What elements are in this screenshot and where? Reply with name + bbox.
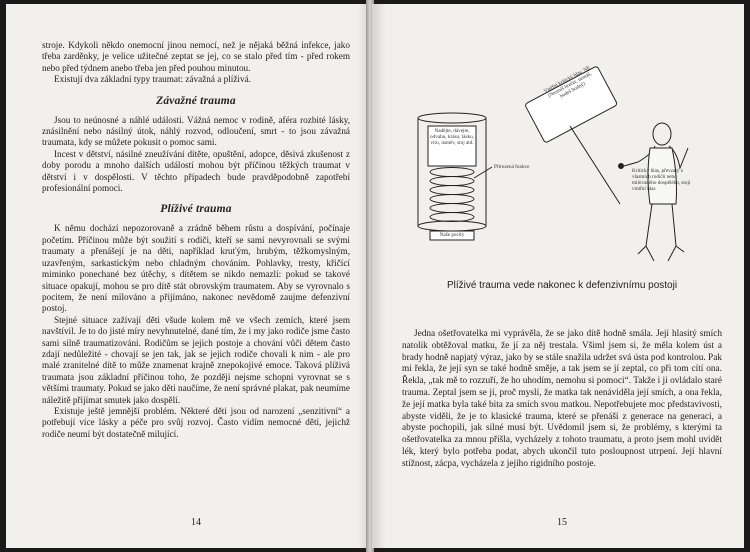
- paragraph: K němu dochází nepozorovaně a zrádně během růstu a dospívání, počínaje početím. Příčinou může být soužití s rodiči, kteří se sami nevyrovnali se svými traumaty a přenášejí je na děti, například kruťým, hrubým, těžkomyslným, uzavřeným, sarkastickým nebo chladným chováním. Pohlavky, tresty, křičící miminko ponechané bez útěchy, s dítětem se nikdo nemazlí: pokud se takové situace opakují, mohou se pro dítě stát obrovským traumatem. Aby se vyrovnalo s pocitem, že není milováno a přijímáno, nakonec nevědomě zaujme defenzivní postoj.: [42, 223, 350, 314]
- page-number: 14: [191, 517, 201, 528]
- paragraph: Incest v dětství, násilné zneužívání dítěte, opuštění, adopce, děsivá zkušenost z doby porodu a mnoho dalších událostí mohou být příčinou těžkých traumat v dětství i v dospělosti. V těchto případech bude pravděpodobně zapotřebí profesionální pomoci.: [42, 148, 350, 194]
- left-page: [6, 4, 368, 548]
- illustration: [402, 56, 722, 276]
- right-page: [372, 4, 744, 548]
- base-label: Naše pocity: [439, 232, 465, 238]
- body-text: [402, 329, 722, 471]
- paragraph: Stejné situace zažívají děti všude kolem mě ve všech zemích, které jsem navštívil. Je to do jisté míry nevyhnutelné, dané tím, že i my jako rodiče jsme často sami silně traumatizováni. Rodičům se jejich postoje a chování vůči dětem často zdají nedůležité - chovají se jen tak, jak se jejich rodiče chovali k nim - ale pro malé zranitelné dítě to může znamenat krajně znepokojivé emoce. Taková plíživá traumata jsou základní příčinou toho, že později nejsme schopni vyrovnat se s většími traumaty. Pokud se jako děti naučíme, že není správné plakat, pak neumíme náležitě přijímat smutek jako dospělí.: [42, 314, 350, 405]
- critic-label: Kritický hlas, převzatý z vlastních rodičů nebo milovaného dospělého, stojí vnitřní hlas: [632, 168, 691, 192]
- box-label: Nadějte, dávejte, odvahu, krásu, lásku, víru, úsměv, stoj atd.: [430, 128, 474, 146]
- section-heading: Plíživé trauma: [160, 203, 232, 216]
- figure-caption: Plíživé trauma vede nakonec k defenzivnímu postoji: [446, 280, 678, 291]
- page-shadow: [372, 4, 386, 548]
- page-number: 15: [557, 517, 567, 528]
- spring-label: Přirozená funkce: [494, 164, 530, 170]
- paragraph: stroje. Kdykoli někdo onemocní jinou nemocí, než je nějaká běžná infekce, jako třeba zarděnky, je velice užitečné zeptat se jej, co se stalo před tím - před rokem nebo před týdnem anebo třeba jen před pouhou minutou.: [42, 40, 350, 73]
- sign-label: Vnitřní kritický hlas: NE (Nesmíš brečet, nemáš, budeš hodný): [542, 64, 593, 100]
- paragraph: Jedna ošetřovatelka mi vyprávěla, že se jako dítě hodně smála. Její hlasitý smích natolik obtěžoval matku, že jí za něj trestala. Všiml jsem si, že měla kolem úst a brady hodně napjatý výraz, jako by se stále snažila udržet svá ústa pod kontrolou. Pak mi řekla, že její syn se také hodně směje, a tak jsem se jí zeptal, co při tom cítí ona. Řekla, „tak mě to rozzuří, že ho uhodím, nemohu si pomoci“. Takže i ji ovládalo staré trauma. Zeptal jsem se jí, proč myslí, že matka tak nenáviděla její smích, a ona řekla, že její matka byla také bita za smích svou matkou. Nepotřebujete moc představivosti, abyste viděli, že je to klasické trauma, které se přenáší z generace na generaci, a abyste pochopili, jak silné musí být. Uvědomil jsem si, že problémy, s kterými ta ošetřovatelka za mnou přišla, vycházely z tohoto traumatu, a proto jsem mohl uvidět lék, který bylo potřeba podat, abych ukončil tuto posloupnost utrpení. Její hlavní stížnost, zácpa, vycházela z jejího rigidního postoje.: [402, 329, 722, 469]
- paragraph: Existuje ještě jemnější problém. Některé děti jsou od narození „senzitivní“ a potřebují více lásky a péče pro svůj rozvoj. Často vidím nemocné děti, jejichž rodiče neumí být dostatečně milující.: [42, 405, 350, 439]
- section-heading: Závažné trauma: [156, 94, 236, 107]
- paragraph: Jsou to neúnosné a náhlé události. Vážná nemoc v rodině, aféra rozbité lásky, znásilnění nebo násilný útok, náhlý rozvod, odloučení, smrt - to jsou závažná traumata, kdy se můžete pokusit o pomoc sami.: [42, 114, 350, 148]
- paragraph: Existují dva základní typy traumat: závažná a plíživá.: [54, 74, 251, 85]
